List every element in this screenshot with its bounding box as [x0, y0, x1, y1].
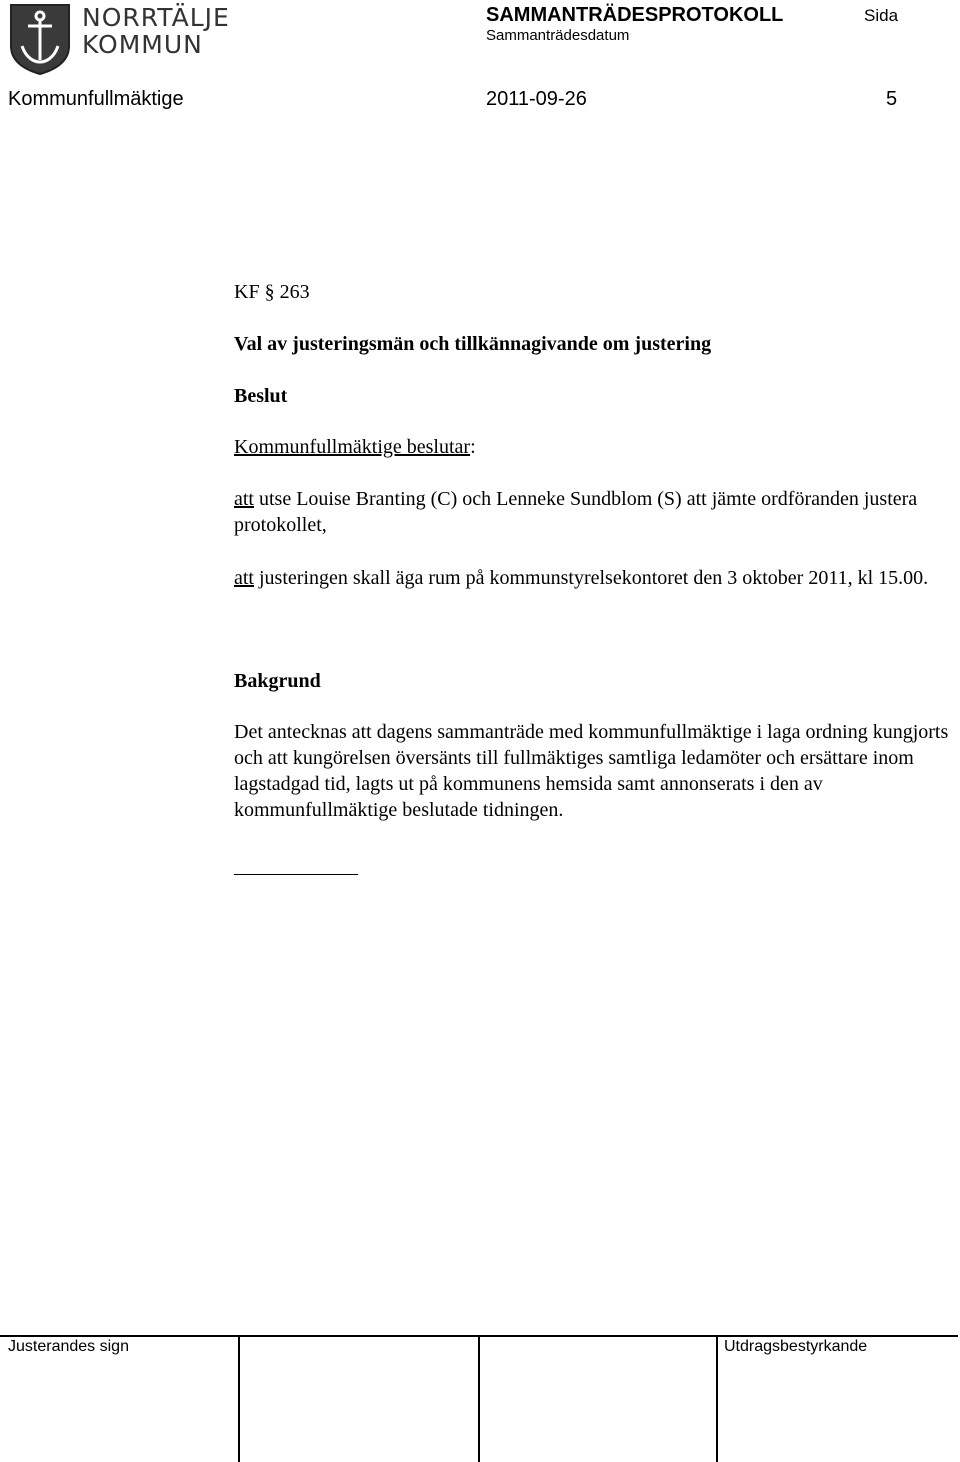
logo-line-2: KOMMUN [82, 30, 203, 59]
clause-keyword: att [234, 567, 254, 589]
decision-heading: Beslut [234, 385, 288, 407]
section-title: Val av justeringsmän och tillkännagivande om justering [234, 333, 712, 355]
section-id: KF § 263 [234, 281, 310, 303]
decision-intro [234, 434, 476, 460]
extract-certification-label: Utdragsbestyrkande [724, 1338, 868, 1355]
page-number: 5 [886, 88, 898, 110]
footer-divider [238, 1337, 240, 1462]
decision-clause-1 [234, 486, 950, 538]
meeting-date-label: Sammanträdesdatum [486, 27, 630, 44]
background-heading: Bakgrund [234, 670, 321, 692]
clause-keyword: att [234, 488, 254, 510]
clause-text: utse Louise Branting (C) och Lenneke Sundblom (S) att jämte ordföranden justera protokollet, [234, 488, 918, 536]
clause-text: justeringen skall äga rum på kommunstyrelsekontoret den 3 oktober 2011, kl 15.00. [254, 567, 929, 589]
shield-anchor-logo [8, 2, 72, 76]
background-text: Det antecknas att dagens sammanträde med kommunfullmäktige i laga ordning kungjorts och att kungörelsen översänts till fullmäktiges samtliga ledamöter och ersättare inom lagstadgad tid, lagts ut på kommunens hemsida samt annonserats i den av kommunfullmäktige beslutade tidningen. [234, 721, 949, 821]
document-type: SAMMANTRÄDESPROTOKOLL [486, 4, 784, 26]
section-end-rule [234, 874, 358, 875]
logo-line-1: NORRTÄLJE [82, 3, 230, 32]
municipality-wordmark [82, 4, 230, 58]
meeting-date: 2011-09-26 [486, 88, 587, 110]
signature-box-label: Justerandes sign [8, 1338, 129, 1355]
footer-divider [716, 1337, 718, 1462]
decision-intro-colon: : [470, 436, 476, 458]
page-label: Sida [864, 6, 899, 25]
body-name: Kommunfullmäktige [8, 88, 184, 110]
decision-clause-2 [234, 565, 950, 591]
decision-intro-subject: Kommunfullmäktige beslutar [234, 436, 471, 458]
footer-divider [478, 1337, 480, 1462]
